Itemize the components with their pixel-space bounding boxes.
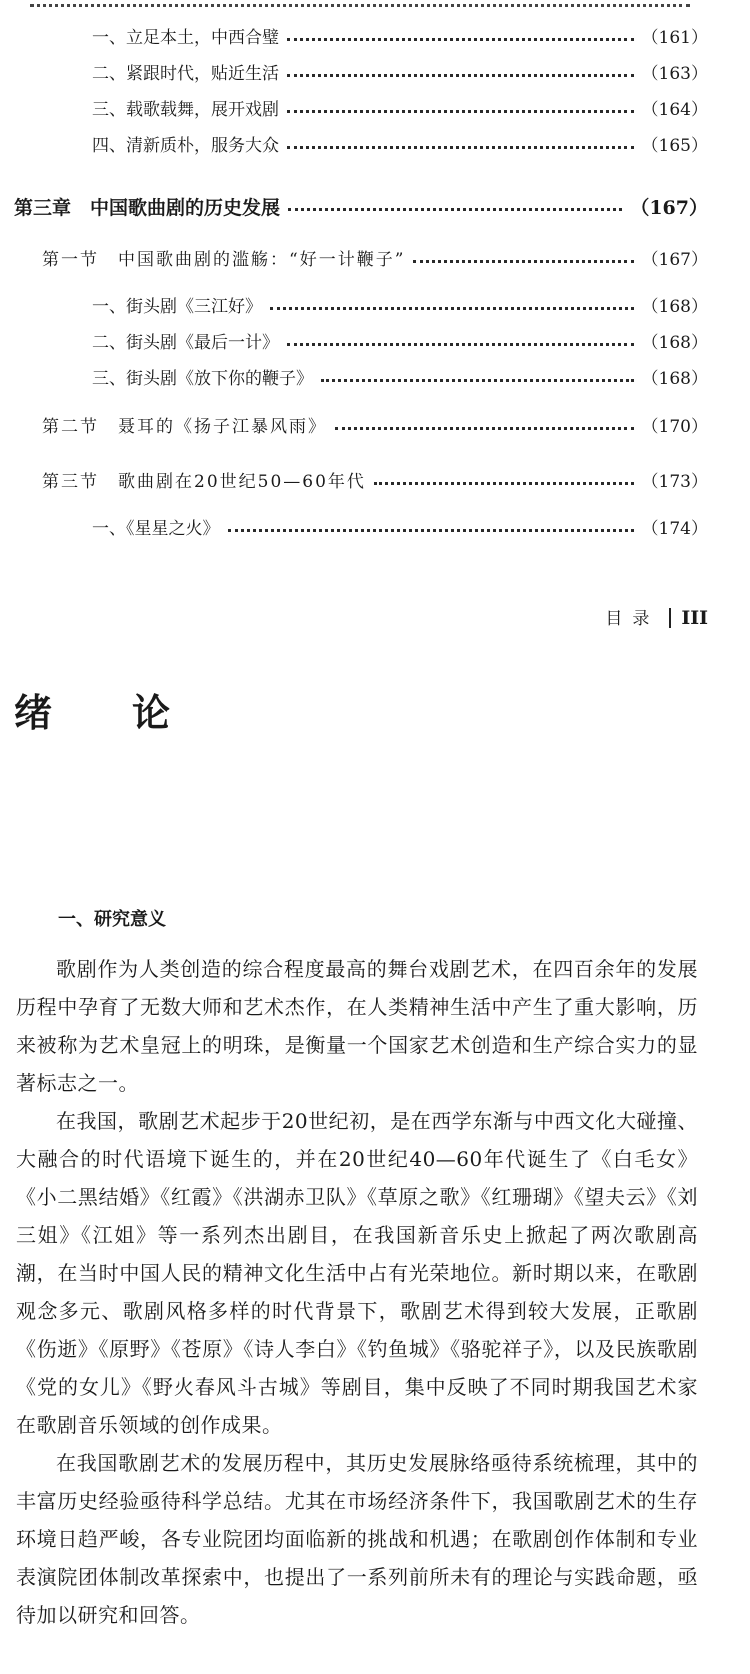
toc-entry-page: （170） <box>641 417 708 437</box>
toc-leader-dots <box>321 377 634 382</box>
footer-page-number: III <box>681 607 708 629</box>
toc-entry-page: （168） <box>641 333 708 353</box>
toc-entry-item <box>0 59 750 89</box>
toc-entry-page: （167） <box>630 197 708 219</box>
toc-leader-dots <box>287 108 634 113</box>
toc-entry-title: 一、立足本土，中西合璧 <box>92 28 279 48</box>
toc-entry-title: 二、街头剧《最后一计》 <box>92 333 279 353</box>
toc-entry-title: 一、《星星之火》 <box>92 519 220 539</box>
toc-entry-page: （168） <box>641 369 708 389</box>
toc-entry-title: 第三节 歌曲剧在20世纪50—60年代 <box>42 472 366 492</box>
toc-leader-dots <box>287 36 634 41</box>
toc-leader-dots <box>270 305 634 310</box>
toc-entry-page: （174） <box>641 519 708 539</box>
toc-entry-title: 三、街头剧《放下你的鞭子》 <box>92 369 313 389</box>
toc-entry-page: （173） <box>641 472 708 492</box>
toc-entry-title: 第二节 聂耳的《扬子江暴风雨》 <box>42 417 327 437</box>
toc-leader-dots <box>287 341 634 346</box>
footer-label: 目录 <box>605 609 660 629</box>
toc-leader-dots <box>287 72 634 77</box>
toc-entry-title: 第一节 中国歌曲剧的滥觞：“好一计鞭子” <box>42 250 406 270</box>
toc-entry-item <box>0 364 750 394</box>
body-paragraph-1: 歌剧作为人类创造的综合程度最高的舞台戏剧艺术，在四百余年的发展历程中孕育了无数大师和艺术杰作，在人类精神生活中产生了重大影响，历来被称为艺术皇冠上的明珠，是衡量一个国家艺术创造和生产综合实力的显著标志之一。 <box>16 957 698 1095</box>
toc-leader-dots <box>413 258 634 263</box>
toc-entry-item <box>0 292 750 322</box>
toc-entry-title: 一、街头剧《三江好》 <box>92 297 262 317</box>
footer-separator <box>669 608 671 628</box>
toc-entry-title: 四、清新质朴，服务大众 <box>92 136 279 156</box>
toc-leader-dots <box>287 144 634 149</box>
toc-entry-title: 第三章 中国歌曲剧的历史发展 <box>14 197 281 219</box>
toc-leader-dots <box>288 206 622 211</box>
toc-leader-dots <box>335 425 634 430</box>
toc-leader-dots <box>374 480 634 485</box>
section-subheading: 一、研究意义 <box>58 909 166 930</box>
toc-entry-item <box>0 328 750 358</box>
toc-leader-dots <box>228 527 634 532</box>
toc-entry-page: （164） <box>641 100 708 120</box>
chapter-heading: 绪论 <box>14 690 251 735</box>
toc-entry-section <box>0 245 750 275</box>
toc-entry-item <box>0 95 750 125</box>
toc-entry-item <box>0 23 750 53</box>
body-paragraph-3: 在我国歌剧艺术的发展历程中，其历史发展脉络亟待系统梳理，其中的丰富历史经验亟待科学总结。尤其在市场经济条件下，我国歌剧艺术的生存环境日趋严峻，各专业院团均面临新的挑战和机遇；在歌剧创作体制和专业表演院团体制改革探索中，也提出了一系列前所未有的理论与实践命题，亟待加以研究和回答。 <box>16 1451 698 1627</box>
toc-entry-page: （161） <box>641 28 708 48</box>
toc-cutoff-line <box>30 0 690 7</box>
toc-entry-page: （167） <box>641 250 708 270</box>
toc-entry-title: 三、载歌载舞，展开戏剧 <box>92 100 279 120</box>
body-paragraph-2: 在我国，歌剧艺术起步于20世纪初，是在西学东渐与中西文化大碰撞、大融合的时代语境下诞生的，并在20世纪40—60年代诞生了《白毛女》《小二黑结婚》《红霞》《洪湖赤卫队》《草原之歌》《红珊瑚》《望夫云》《刘三姐》《江姐》等一系列杰出剧目，在我国新音乐史上掀起了两次歌剧高潮，在当时中国人民的精神文化生活中占有光荣地位。新时期以来，在歌剧观念多元、歌剧风格多样的时代背景下，歌剧艺术得到较大发展，正歌剧《伤逝》《原野》《苍原》《诗人李白》《钓鱼城》《骆驼祥子》，以及民族歌剧《党的女儿》《野火春风斗古城》等剧目，集中反映了不同时期我国艺术家在歌剧音乐领域的创作成果。 <box>16 1109 698 1437</box>
page-footer <box>605 604 708 629</box>
toc-entry-page: （168） <box>641 297 708 317</box>
toc-entry-chapter <box>0 193 750 223</box>
toc-entry-page: （163） <box>641 64 708 84</box>
toc-entry-item <box>0 131 750 161</box>
toc-entry-page: （165） <box>641 136 708 156</box>
toc-entry-section <box>0 412 750 442</box>
toc-entry-item <box>0 514 750 544</box>
toc-entry-section <box>0 467 750 497</box>
toc-entry-title: 二、紧跟时代，贴近生活 <box>92 64 279 84</box>
